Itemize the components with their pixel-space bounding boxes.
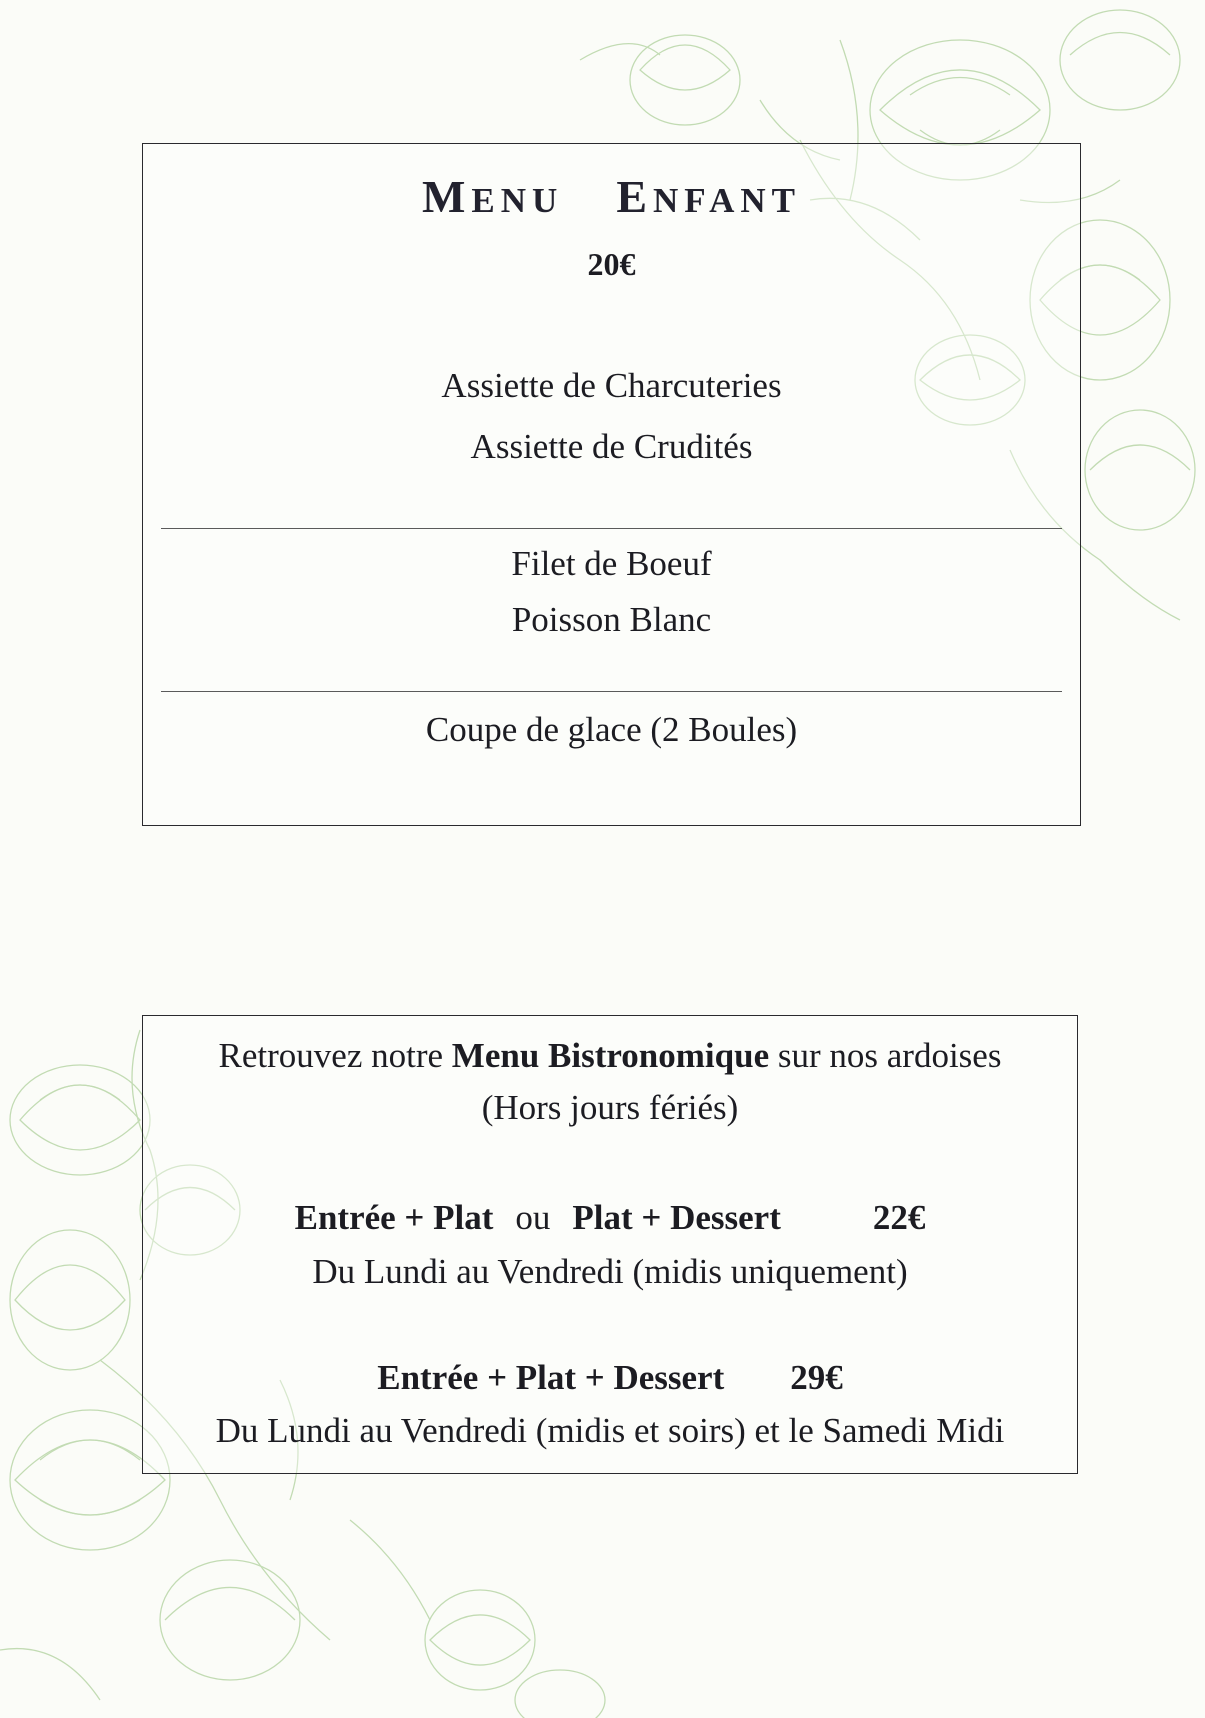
intro-note: (Hors jours fériés) [481,1088,739,1127]
dessert-item: Coupe de glace (2 Boules) [425,710,798,749]
menu-enfant-title [143,170,1080,223]
menu-enfant-price: 20€ [587,246,636,282]
formula-1 [143,1198,1077,1238]
starter-item: Assiette de Charcuteries [441,366,782,405]
formula-2-price: 29€ [790,1358,843,1397]
intro-text-end: sur nos ardoises [769,1036,1002,1075]
formula-1-or: ou [515,1198,551,1237]
section-divider [161,691,1062,692]
bistronomique-box [142,1015,1078,1474]
main-item: Filet de Boeuf [511,544,712,583]
intro-text: Retrouvez notre [218,1036,452,1075]
starter-item: Assiette de Crudités [470,427,753,466]
title-initial-2: E [616,171,654,222]
formula-1-price: 22€ [872,1198,926,1237]
section-divider [161,528,1062,529]
formula-1-option-a: Entrée + Plat [294,1198,494,1237]
title-word-2: NFANT [653,181,801,220]
formula-1-schedule: Du Lundi au Vendredi (midis uniquement) [312,1252,908,1291]
formula-2-label: Entrée + Plat + Dessert [377,1358,725,1397]
bistro-intro [143,1036,1077,1076]
menu-enfant-box [142,143,1081,826]
intro-menu-name: Menu Bistronomique [451,1036,770,1075]
formula-2 [143,1358,1077,1398]
formula-1-option-b: Plat + Dessert [572,1198,781,1237]
title-initial-1: M [422,171,472,222]
title-word-1: ENU [471,181,564,220]
formula-2-schedule: Du Lundi au Vendredi (midis et soirs) et le Samedi Midi [215,1411,1005,1450]
main-item: Poisson Blanc [511,600,712,639]
